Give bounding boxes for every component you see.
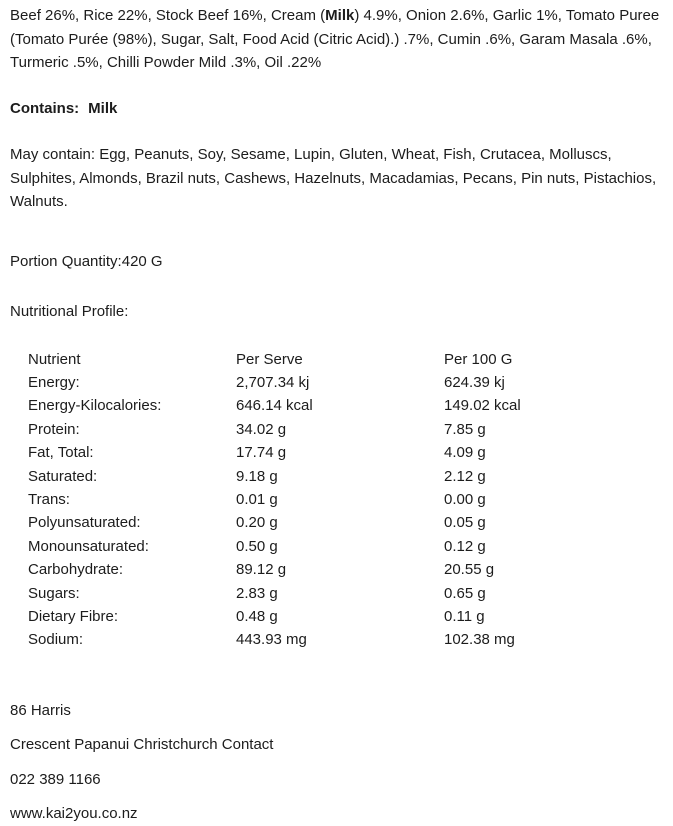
portion-quantity bbox=[10, 250, 665, 274]
table-row bbox=[28, 488, 665, 511]
portion-quantity-value: 420 G bbox=[121, 252, 163, 270]
address-line-2: Crescent Papanui Christchurch Contact bbox=[10, 736, 274, 754]
table-row bbox=[28, 628, 665, 651]
header-per-100g: Per 100 G bbox=[444, 350, 513, 368]
ingredients-text-after: ) 4.9%, Onion 2.6%, Garlic 1%, Tomato Puree (Tomato Purée (98%), Sugar, Salt, Food Acid (Citric Acid).) .7%, Cumin .6%, Garam Masala .6%, Turmeric .5%, Chilli Powder Mild .3%, Oil .22% bbox=[10, 7, 660, 71]
nutrient-name: Sugars: bbox=[28, 584, 80, 602]
per-100g-value: 2.12 g bbox=[444, 467, 486, 485]
per-100g-value: 4.09 g bbox=[444, 444, 486, 462]
table-row bbox=[28, 582, 665, 605]
table-row bbox=[28, 558, 665, 581]
per-serve-value: 2,707.34 kj bbox=[236, 373, 310, 391]
nutrient-name: Polyunsaturated: bbox=[28, 514, 141, 532]
ingredients-bold-allergen: Milk bbox=[325, 7, 355, 24]
table-row bbox=[28, 535, 665, 558]
may-contain-statement: May contain: Egg, Peanuts, Soy, Sesame, Lupin, Gluten, Wheat, Fish, Crutacea, Molluscs, Sulphites, Almonds, Brazil nuts, Cashews, Hazelnuts, Macadamias, Pecans, Pin nuts, Pistachios, Walnuts. bbox=[10, 146, 657, 210]
per-serve-value: 0.20 g bbox=[236, 514, 278, 532]
per-serve-value: 0.48 g bbox=[236, 607, 278, 625]
header-nutrient: Nutrient bbox=[28, 350, 81, 368]
nutrition-table bbox=[28, 348, 665, 652]
table-row bbox=[28, 605, 665, 628]
contains-value: Milk bbox=[88, 99, 118, 117]
per-serve-value: 443.93 mg bbox=[236, 631, 307, 649]
address-line-1: 86 Harris bbox=[10, 701, 71, 719]
per-serve-value: 646.14 kcal bbox=[236, 397, 313, 415]
nutrient-name: Energy-Kilocalories: bbox=[28, 397, 162, 415]
nutrient-name: Fat, Total: bbox=[28, 444, 94, 462]
portion-quantity-label: Portion Quantity: bbox=[10, 252, 122, 270]
per-100g-value: 7.85 g bbox=[444, 420, 486, 438]
per-serve-value: 9.18 g bbox=[236, 467, 278, 485]
website-url: www.kai2you.co.nz bbox=[10, 805, 138, 823]
per-serve-value: 17.74 g bbox=[236, 444, 287, 462]
nutritional-profile-heading: Nutritional Profile: bbox=[10, 303, 129, 320]
table-row bbox=[28, 394, 665, 417]
nutrient-name: Sodium: bbox=[28, 631, 84, 649]
contains-label: Contains: bbox=[10, 99, 80, 117]
nutrient-name: Protein: bbox=[28, 420, 80, 438]
nutrient-name: Energy: bbox=[28, 373, 80, 391]
phone-number: 022 389 1166 bbox=[10, 770, 101, 788]
nutrient-name: Dietary Fibre: bbox=[28, 607, 119, 625]
per-serve-value: 0.01 g bbox=[236, 490, 278, 508]
ingredients-paragraph bbox=[10, 4, 665, 75]
per-serve-value: 0.50 g bbox=[236, 537, 278, 555]
contains-statement bbox=[10, 97, 665, 121]
table-row bbox=[28, 441, 665, 464]
per-100g-value: 20.55 g bbox=[444, 561, 495, 579]
nutrient-name: Saturated: bbox=[28, 467, 98, 485]
table-row bbox=[28, 465, 665, 488]
nutrient-name: Trans: bbox=[28, 490, 70, 508]
per-100g-value: 624.39 kj bbox=[444, 373, 505, 391]
nutrition-table-header bbox=[28, 348, 665, 371]
per-100g-value: 0.11 g bbox=[444, 607, 485, 625]
header-per-serve: Per Serve bbox=[236, 350, 303, 368]
per-100g-value: 102.38 mg bbox=[444, 631, 515, 649]
per-100g-value: 149.02 kcal bbox=[444, 397, 521, 415]
per-serve-value: 89.12 g bbox=[236, 561, 287, 579]
per-100g-value: 0.12 g bbox=[444, 537, 486, 555]
per-serve-value: 34.02 g bbox=[236, 420, 287, 438]
per-100g-value: 0.05 g bbox=[444, 514, 486, 532]
ingredients-text-before: Beef 26%, Rice 22%, Stock Beef 16%, Cream ( bbox=[10, 7, 326, 24]
nutrient-name: Monounsaturated: bbox=[28, 537, 149, 555]
table-row bbox=[28, 371, 665, 394]
nutrient-name: Carbohydrate: bbox=[28, 561, 124, 579]
per-100g-value: 0.00 g bbox=[444, 490, 486, 508]
per-100g-value: 0.65 g bbox=[444, 584, 486, 602]
table-row bbox=[28, 418, 665, 441]
table-row bbox=[28, 511, 665, 534]
nutrition-label-document bbox=[0, 4, 673, 826]
per-serve-value: 2.83 g bbox=[236, 584, 278, 602]
